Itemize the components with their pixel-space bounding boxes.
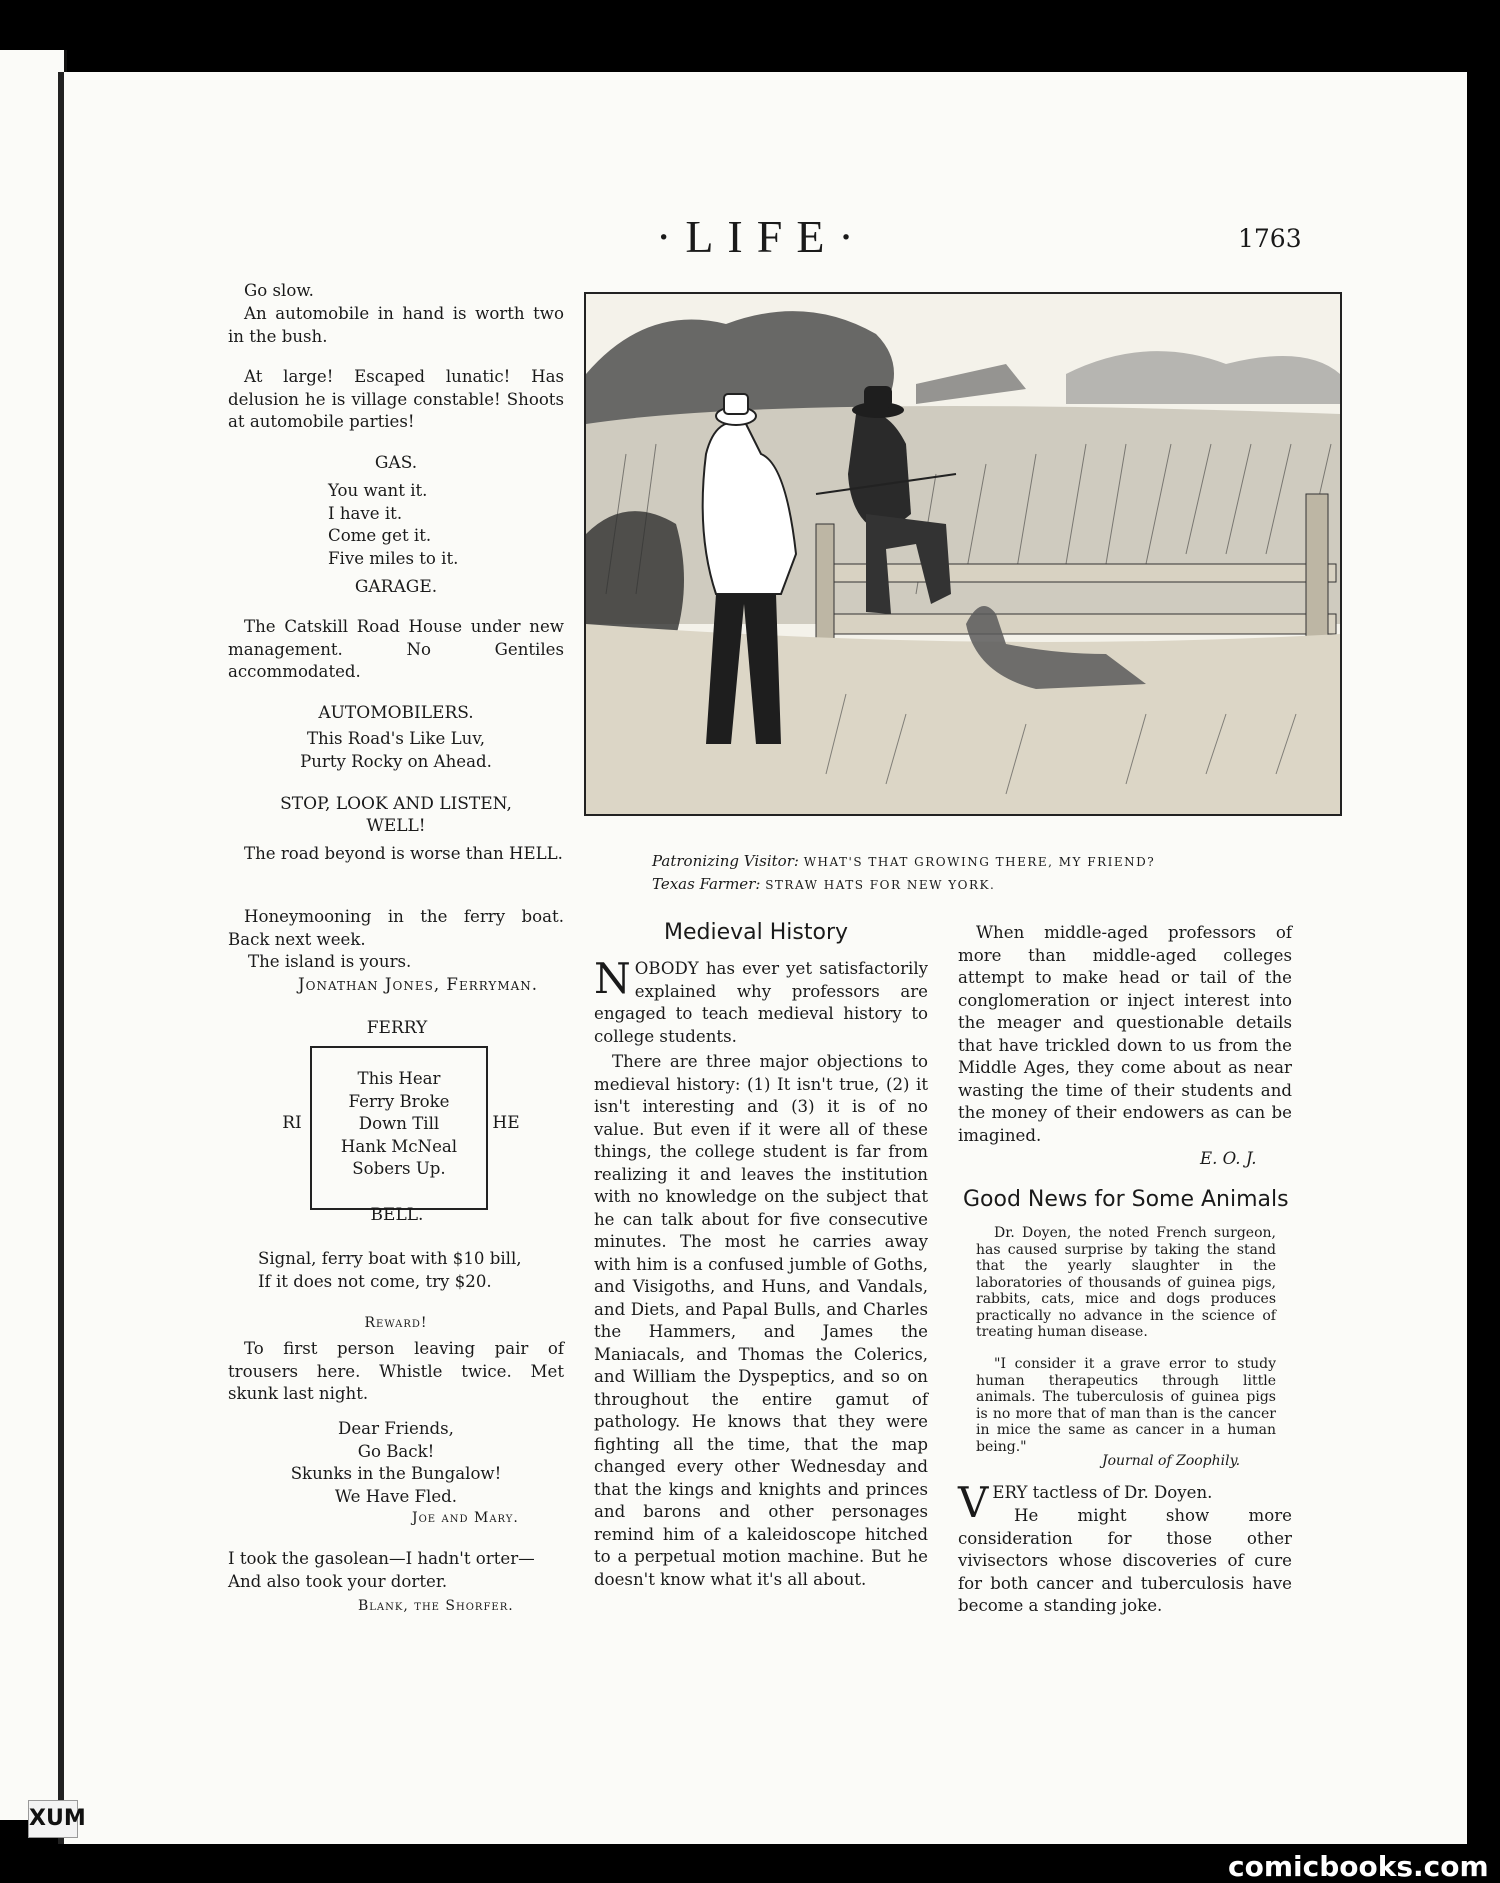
ferry-right-label: HE xyxy=(492,1113,520,1133)
caption-speaker-1: Patronizing Visitor: xyxy=(652,852,799,870)
medieval-paragraph-1 xyxy=(594,954,928,1048)
ferry-sign-line: Ferry Broke xyxy=(348,1091,450,1111)
cartoon-illustration xyxy=(584,292,1342,816)
gas-line: Come get it. xyxy=(328,526,432,545)
page-number: 1763 xyxy=(1238,224,1302,253)
ferry-sign-text xyxy=(312,1068,486,1181)
gasolean-lines xyxy=(228,1548,578,1593)
zoophily-source: Journal of Zoophily. xyxy=(1102,1453,1241,1469)
caption-text-1: WHAT'S THAT GROWING THERE, MY FRIEND? xyxy=(803,855,1156,869)
reward-title: Reward! xyxy=(364,1315,428,1331)
good-news-title: Good News for Some Animals xyxy=(963,1187,1289,1212)
bell-label: BELL. xyxy=(370,1205,424,1225)
ferry-sign-line: Down Till xyxy=(358,1114,440,1133)
garage: GARAGE. xyxy=(354,577,438,597)
medieval-paragraph-3: When middle-aged professors of more than middle-aged colleges attempt to make head or tail of the conglomeration or inject interest into the meager and questionable details that have trickled down to us from the Middle Ages, they come about as near wasting the time of their students and the money of their endowers as can be imagined. xyxy=(958,923,1292,1145)
joe-and-mary: Joe and Mary. xyxy=(412,1510,519,1526)
signal-line: If it does not come, try $20. xyxy=(258,1271,492,1291)
ferry-left-label: RI xyxy=(282,1113,302,1133)
stop-look-listen: STOP, LOOK AND LISTEN, xyxy=(280,794,512,814)
road-line: Purty Rocky on Ahead. xyxy=(300,751,492,771)
medieval-signature: E. O. J. xyxy=(1200,1149,1257,1168)
medieval-p1-text: OBODY has ever yet satisfactorily explained why professors are engaged to teach medieval history to college students. xyxy=(594,959,928,1046)
watermark-brand: comicbooks.com xyxy=(1228,1850,1489,1883)
friends-line: We Have Fled. xyxy=(334,1486,458,1506)
blank-signature: Blank, the Shorfer. xyxy=(358,1598,514,1614)
ferry-sign-line: Sobers Up. xyxy=(352,1159,446,1178)
good-news-paragraph-2: He might show more consideration for those other vivisectors whose discoveries of cure for both cancer and tuberculosis have become a standing joke. xyxy=(958,1506,1292,1615)
caption-line-2 xyxy=(652,873,1155,896)
doyen-quote-1: Dr. Doyen, the noted French surgeon, has caused surprise by taking the stand that the yearly slaughter in the laboratories of thousands of guinea pigs, rabbits, cats, mice and dogs produces practically no advance in the science of treating human disease. xyxy=(976,1225,1276,1340)
caption-text-2: STRAW HATS FOR NEW YORK. xyxy=(765,878,996,892)
page-gutter xyxy=(0,50,67,1820)
friends-line: Dear Friends, xyxy=(338,1419,454,1438)
gasolean-line: I took the gasolean—I hadn't orter— xyxy=(228,1549,535,1568)
signal-lines xyxy=(258,1248,578,1293)
doyen-quote-2: "I consider it a grave error to study human therapeutics through little animals. The tuberculosis of guinea pigs is no more that of man than is the cancer in mice the same as cancer in a human being." xyxy=(976,1356,1276,1455)
xum-tag: XUM xyxy=(28,1800,78,1838)
honeymoon: Honeymooning in the ferry boat. Back next week. xyxy=(228,907,564,949)
gas-line: You want it. xyxy=(328,481,428,500)
good-news-p1-text: ERY tactless of Dr. Doyen. xyxy=(992,1483,1213,1502)
ferry-sign-box xyxy=(310,1046,488,1210)
cartoon-caption xyxy=(652,850,1155,896)
gas-lines xyxy=(328,480,528,570)
reward-text: To first person leaving pair of trousers here. Whistle twice. Met skunk last night. xyxy=(228,1339,564,1403)
catskill-notice: The Catskill Road House under new management. No Gentiles accommodated. xyxy=(228,617,564,681)
automobilers: AUTOMOBILERS. xyxy=(318,703,474,723)
go-slow: Go slow. xyxy=(244,281,314,300)
gas-line: I have it. xyxy=(328,503,403,523)
escaped-lunatic: At large! Escaped lunatic! Has delusion he is village constable! Shoots at automobile parties! xyxy=(228,367,564,431)
gasolean-line: And also took your dorter. xyxy=(228,1571,448,1591)
cartoon-drawing xyxy=(586,294,1340,814)
masthead: ·LIFE· xyxy=(656,211,868,262)
caption-line-1 xyxy=(652,850,1155,873)
road-worse: The road beyond is worse than HELL. xyxy=(244,844,563,863)
gas-title: GAS. xyxy=(374,453,418,473)
jonathan-signature: Jonathan Jones, Ferryman. xyxy=(298,975,539,994)
automobile-in-hand: An automobile in hand is worth two in the bush. xyxy=(228,304,564,346)
road-line: This Road's Like Luv, xyxy=(306,729,486,748)
page-fold-shadow xyxy=(58,72,64,1844)
ferry-sign-line: This Hear xyxy=(357,1069,441,1088)
friends-line: Go Back! xyxy=(357,1441,435,1461)
dropcap-n: N xyxy=(594,954,631,1003)
ferry-sign-line: Hank McNeal xyxy=(340,1136,458,1156)
friends-line: Skunks in the Bungalow! xyxy=(290,1464,502,1483)
caption-speaker-2: Texas Farmer: xyxy=(652,875,761,893)
dropcap-v: V xyxy=(958,1478,989,1527)
ferry-label: FERRY xyxy=(366,1018,428,1038)
medieval-history-title: Medieval History xyxy=(664,920,849,945)
friends-lines xyxy=(228,1418,564,1508)
gas-line: Five miles to it. xyxy=(328,548,459,568)
medieval-paragraph-2: There are three major objections to medieval history: (1) It isn't true, (2) it isn't interesting and (3) it is of no value. But even if it were all of these things, the college student is far from realizing it and leaves the institution with no knowledge on the subject that he can talk about for five consecutive minutes. The most he carries away with him is a confused jumble of Goths, and Visigoths, and Huns, and Vandals, and Diets, and Papal Bulls, and Charles the Hammers, and James the Maniacals, and Thomas the Colerics, and William the Dyspeptics, and so on throughout the entire gamut of pathology. He knows that they were fighting all the time, that the map changed every other Wednesday and that the kings and knights and princes and barons and other personages remind him of a kaleidoscope hitched to a perpetual motion machine. But he doesn't know what it's all about. xyxy=(594,1052,928,1589)
well: WELL! xyxy=(366,816,426,836)
signal-line: Signal, ferry boat with $10 bill, xyxy=(258,1249,522,1268)
road-lines xyxy=(228,728,564,773)
island: The island is yours. xyxy=(248,952,412,971)
